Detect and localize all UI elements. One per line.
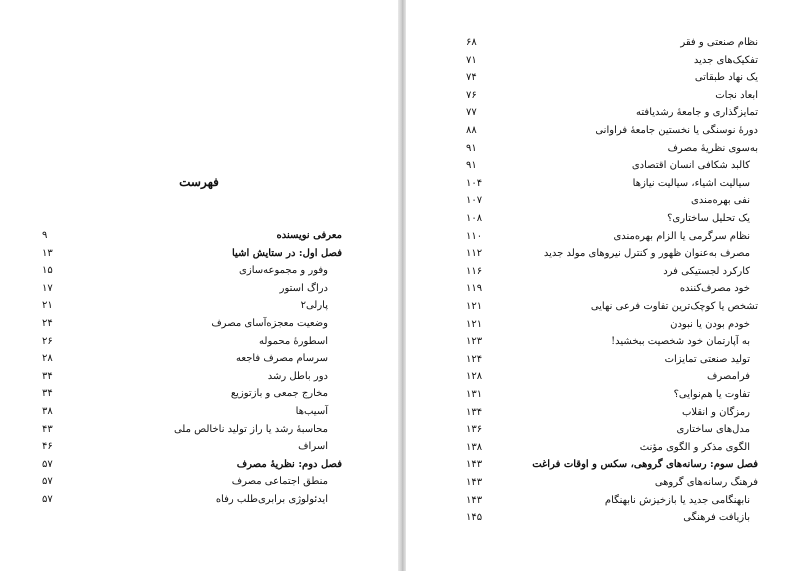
toc-entry: [406, 458, 804, 471]
right-page: [406, 0, 804, 571]
toc-entry-page-number: ۴۶: [42, 441, 53, 453]
toc-entry-page-number: ۲۱: [42, 300, 53, 312]
toc-entry-page-number: ۱۴۳: [466, 459, 483, 471]
toc-entry-page-number: ۱۲۳: [466, 336, 483, 348]
toc-entry-page-number: ۲۴: [42, 318, 53, 329]
toc-entry-page-number: ۶۸: [466, 37, 477, 48]
toc-entry: [406, 177, 804, 190]
toc-entry-title: تولید صنعتی تمایزات: [664, 353, 750, 365]
toc-entry-page-number: ۱۳۴: [466, 406, 483, 418]
toc-entry-page-number: ۷۴: [466, 72, 477, 84]
book-spine: [398, 0, 406, 571]
toc-entry: [406, 159, 804, 172]
toc-entry-title: کارکرد لجستیکی فرد: [663, 265, 750, 277]
toc-entry-page-number: ۱۱۶: [466, 265, 483, 277]
toc-entry-title: نابهنگامی جدید یا بازخیزش نابهنگام: [604, 494, 750, 506]
toc-entry-page-number: ۲۸: [42, 353, 53, 365]
toc-entry: [406, 194, 804, 207]
toc-entry-title: معرفی نویسنده: [276, 230, 342, 241]
toc-entry: [406, 247, 804, 260]
toc-entry-title: تمایزگذاری و جامعهٔ رشدیافته: [636, 107, 758, 119]
toc-entry-page-number: ۳۸: [42, 406, 53, 417]
toc-entry: [406, 89, 804, 102]
toc-entry-title: تشخص یا کوچک‌ترین تفاوت فرعی نهایی: [590, 301, 758, 312]
left-page: [0, 0, 398, 571]
toc-entry: [0, 405, 398, 418]
toc-entry-page-number: ۱۱۲: [466, 248, 483, 260]
toc-entry-title: وفور و مجموعه‌سازی: [239, 265, 328, 277]
toc-entry: [406, 124, 804, 137]
toc-entry: [406, 300, 804, 313]
toc-entry: [406, 142, 804, 155]
toc-entry: [406, 265, 804, 278]
toc-entry-title: فصل سوم: رسانه‌های گروهی، سکس و اوقات فراغت: [532, 459, 758, 471]
toc-entry-page-number: ۳۴: [42, 388, 53, 400]
toc-entry-page-number: ۵۷: [42, 494, 53, 505]
toc-entry-page-number: ۱۲۱: [466, 318, 483, 330]
toc-entry: [0, 335, 398, 348]
toc-entry: [406, 388, 804, 401]
toc-entry-title: مخارج جمعی و بازتوزیع: [230, 388, 328, 400]
toc-entry-page-number: ۹: [42, 230, 48, 241]
toc-entry-title: بازیافت فرهنگی: [683, 512, 750, 524]
toc-entry-title: آسیب‌ها: [295, 406, 328, 417]
toc-entry-page-number: ۵۷: [42, 476, 53, 488]
toc-entry-title: دور باطل رشد: [267, 370, 328, 382]
toc-entry-title: تفکیک‌های جدید: [693, 54, 758, 66]
toc-entry-title: یک نهاد طبقاتی: [694, 72, 758, 84]
toc-entry-page-number: ۱۱۹: [466, 283, 483, 295]
toc-entry: [406, 230, 804, 243]
toc-entry: [0, 247, 398, 260]
toc-entry-title: نظام صنعتی و فقر: [680, 37, 758, 48]
toc-entry-page-number: ۱۰۸: [466, 213, 483, 224]
toc-entry: [406, 476, 804, 489]
toc-entry-page-number: ۱۰۴: [466, 177, 483, 189]
toc-entry: [0, 317, 398, 330]
toc-entry-page-number: ۱۲۱: [466, 301, 483, 312]
toc-entry: [406, 406, 804, 419]
toc-entry-title: الگوی مذکر و الگوی مؤنث: [639, 441, 750, 453]
toc-entry-page-number: ۱۳: [42, 247, 53, 259]
toc-entry: [0, 264, 398, 277]
toc-entry: [406, 335, 804, 348]
toc-entry-page-number: ۴۳: [42, 423, 53, 435]
toc-entry-page-number: ۱۴۳: [466, 477, 483, 488]
toc-entry: [0, 475, 398, 488]
toc-entry-page-number: ۷۷: [466, 107, 477, 119]
toc-entry-title: نفی بهره‌مندی: [691, 195, 750, 207]
toc-entry-title: محاسبهٔ رشد یا راز تولید ناخالص ملی: [173, 423, 328, 435]
toc-entry-title: مصرف به‌عنوان ظهور و کنترل نیروهای مولد جدید: [543, 248, 750, 260]
toc-entry-page-number: ۱۳۶: [466, 424, 483, 436]
toc-entry-page-number: ۱۷: [42, 282, 53, 294]
toc-entry-title: اسراف: [298, 441, 328, 453]
toc-entry: [0, 352, 398, 365]
toc-entry: [406, 494, 804, 507]
toc-entry-page-number: ۱۳۸: [466, 441, 483, 453]
toc-entry-title: سیالیت اشیاء، سیالیت نیازها: [632, 177, 750, 189]
toc-entry-title: نظام سرگرمی یا الزام بهره‌مندی: [613, 230, 750, 242]
toc-entry-page-number: ۵۷: [42, 458, 53, 470]
left-toc-list: [0, 0, 398, 571]
toc-entry: [0, 387, 398, 400]
toc-entry-title: فرهنگ رسانه‌های گروهی: [654, 477, 758, 488]
toc-entry-page-number: ۳۴: [42, 370, 53, 382]
toc-entry-title: خودم بودن یا نبودن: [670, 318, 750, 330]
toc-entry-page-number: ۱۴۵: [466, 512, 483, 524]
toc-heading: فهرست: [179, 175, 219, 189]
toc-entry: [0, 229, 398, 242]
toc-entry: [0, 282, 398, 295]
toc-entry-page-number: ۷۶: [466, 89, 477, 101]
toc-entry-title: رمزگان و انقلاب: [681, 406, 750, 418]
toc-entry-title: ابعاد نجات: [715, 89, 758, 101]
toc-entry-page-number: ۱۴۳: [466, 494, 483, 506]
toc-entry: [0, 423, 398, 436]
toc-entry: [406, 318, 804, 331]
toc-entry-title: پارلی۲: [300, 300, 328, 312]
right-toc-list: [406, 0, 804, 571]
toc-entry-page-number: ۹۱: [466, 160, 477, 172]
toc-entry-title: فرامصرف: [707, 371, 750, 383]
toc-entry-page-number: ۸۸: [466, 125, 477, 136]
toc-entry: [0, 440, 398, 453]
toc-entry-title: فصل دوم: نظریهٔ مصرف: [236, 458, 342, 470]
toc-entry-page-number: ۱۵: [42, 265, 53, 277]
toc-entry-title: وضعیت معجزه‌آسای مصرف: [211, 318, 328, 329]
toc-entry: [406, 71, 804, 84]
toc-entry: [406, 511, 804, 524]
toc-entry-page-number: ۱۲۸: [466, 371, 483, 383]
toc-entry-title: تفاوت یا هم‌نوایی؟: [673, 389, 750, 400]
toc-entry: [406, 282, 804, 295]
toc-entry: [0, 493, 398, 506]
toc-entry-page-number: ۷۱: [466, 54, 477, 66]
toc-entry-title: اسطورهٔ محموله: [259, 335, 328, 347]
toc-entry: [0, 458, 398, 471]
toc-entry-title: کالبد شکافی انسان اقتصادی: [631, 160, 750, 172]
toc-entry: [406, 54, 804, 67]
toc-entry: [406, 370, 804, 383]
toc-entry: [406, 441, 804, 454]
toc-entry-title: دراگ استور: [279, 282, 328, 294]
toc-entry: [406, 353, 804, 366]
toc-entry: [0, 299, 398, 312]
toc-entry-page-number: ۱۰۷: [466, 195, 483, 207]
toc-entry: [406, 423, 804, 436]
toc-entry: [0, 370, 398, 383]
toc-entry-title: ایدئولوژی برابری‌طلب رفاه: [215, 494, 328, 505]
toc-entry-page-number: ۱۲۴: [466, 353, 483, 365]
toc-entry-title: خود مصرف‌کننده: [679, 283, 750, 295]
toc-entry-page-number: ۲۶: [42, 335, 53, 347]
toc-entry-page-number: ۱۳۱: [466, 389, 483, 400]
toc-entry-title: مدل‌های ساختاری: [676, 424, 750, 436]
toc-entry-title: یک تحلیل ساختاری؟: [667, 213, 750, 224]
toc-entry: [406, 106, 804, 119]
toc-entry-title: دورهٔ نوسنگی یا نخستین جامعهٔ فراوانی: [595, 125, 758, 136]
toc-entry-title: سرسام مصرف فاجعه: [236, 353, 328, 365]
toc-entry-title: منطق اجتماعی مصرف: [231, 476, 328, 488]
toc-entry: [406, 36, 804, 49]
toc-entry-page-number: ۱۱۰: [466, 230, 483, 242]
toc-entry-title: به آپارتمان خود شخصیت ببخشید!: [611, 336, 750, 348]
toc-entry-title: فصل اول: در ستایش اشیا: [232, 247, 342, 259]
toc-entry: [406, 212, 804, 225]
toc-entry-page-number: ۹۱: [466, 142, 477, 154]
toc-entry-title: به‌سوی نظریهٔ مصرف: [667, 142, 758, 154]
